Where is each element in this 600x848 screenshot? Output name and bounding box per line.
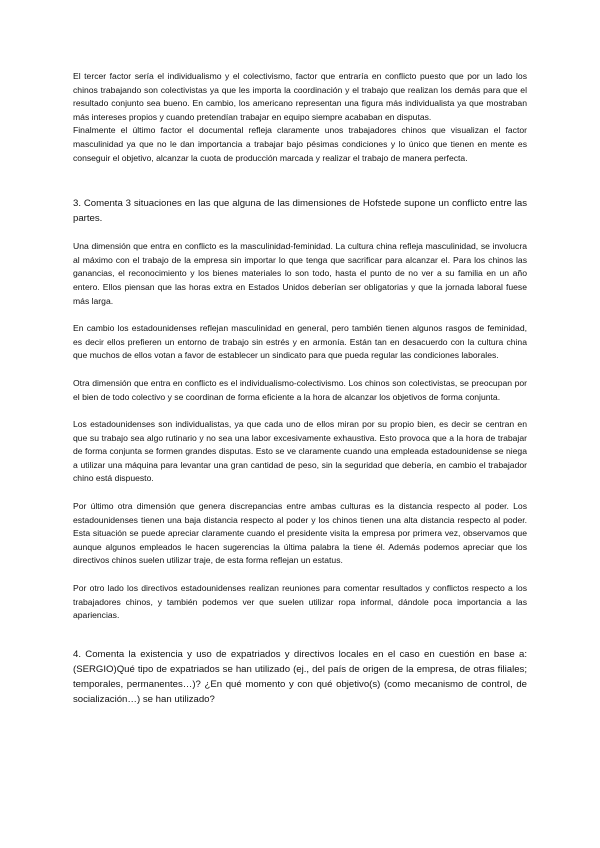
answer-3-paragraph: Por último otra dimensión que genera discrepancias entre ambas culturas es la distancia respecto al poder. Los estadounidenses tienen una baja distancia respecto al poder y los chinos tienen una alta distancia respecto al poder. Esta situación se puede apreciar claramente cuando el presidente visita la empresa por primera vez, observamos que aunque algunos empleados le hacen sugerencias la última palabra la tiene él. Además podemos apreciar que los directivos chinos suelen utilizar traje, de esta forma reflejan un estatus. bbox=[73, 501, 527, 566]
question-3-heading: 3. Comenta 3 situaciones en las que alguna de las dimensiones de Hofstede supone un conflicto entre las partes. bbox=[73, 198, 527, 225]
answer-3-paragraph: Los estadounidenses son individualistas, ya que cada uno de ellos miran por su propio bien, es decir se centran en que su trabajo sea algo rutinario y no sea una labor excesivamente exhaustiva. Esto provoca que a la hora de trabajar de forma conjunta se formen grandes disputas. Esto se ve claramente cuando una empleada estadounidense se niega a utilizar una máquina para levantar una gran cantidad de peso, sin la seguridad que debería, en cambio el trabajador chino está dispuesto. bbox=[73, 419, 527, 484]
answer-3-paragraph: Otra dimensión que entra en conflicto es el individualismo-colectivismo. Los chinos son colectivistas, se preocupan por el bien de todo colectivo y se coordinan de forma eficiente a la hora de alcanzar los objetivos de forma conjunta. bbox=[73, 377, 527, 402]
answer-3-paragraph: Una dimensión que entra en conflicto es la masculinidad-feminidad. La cultura china refleja masculinidad, se involucra al máximo con el trabajo de la empresa sin importar lo que tenga que sacrificar para alcanzar el. Para los chinos las ganancias, el reconocimiento y los bienes materiales lo son todo, hasta el punto de no ver a su familia en un año entero. Ellos piensan que las horas extra en Estados Unidos deberían ser obligatorias y que la jornada laboral fuese más larga. bbox=[73, 241, 527, 306]
question-4-heading: 4. Comenta la existencia y uso de expatriados y directivos locales en el caso en cuestión en base a: (SERGIO)Qué tipo de expatriados se han utilizado (ej., del país de origen de la empresa, de otras filiales; temporales, permanentes…)? ¿En qué momento y con qué objetivo(s) (como mecanismo de control, de socialización…) se han utilizado? bbox=[73, 648, 527, 705]
answer-3-paragraph: En cambio los estadounidenses reflejan masculinidad en general, pero también tienen algunos rasgos de feminidad, es decir ellos prefieren un entorno de trabajo sin estrés y en armonía. Están tan en desacuerdo con la cultura china que muchos de ellos votan a favor de establecer un sindicato para que pueda regular las condiciones laborales. bbox=[73, 323, 527, 361]
paragraph-masculinity: Finalmente el último factor el documental refleja claramente unos trabajadores chinos que visualizan el factor masculinidad ya que no le dan importancia a trabajar bajo pésimas condiciones y lo único que tienen en mente es conseguir el objetivo, alcanzar la cuota de producción marcada y realizar el trabajo de manera perfecta. bbox=[73, 125, 527, 163]
document-page bbox=[73, 70, 527, 707]
answer-3-paragraph: Por otro lado los directivos estadounidenses realizan reuniones para comentar resultados y conflictos respecto a los trabajadores chinos, y también podemos ver que suelen utilizar ropa informal, dándole poca importancia a las apariencias. bbox=[73, 583, 527, 621]
paragraph-individualism: El tercer factor sería el individualismo y el colectivismo, factor que entraría en conflicto puesto que por un lado los chinos trabajando son colectivistas ya que les importa la coordinación y el trabajo que realizan los demás para que el resultado conjunto sea bueno. En cambio, los americano representan una figura más individualista ya que mostraban más intereses propios y cuando pretendían trabajar en equipo siempre acababan en disputas. bbox=[73, 71, 527, 122]
